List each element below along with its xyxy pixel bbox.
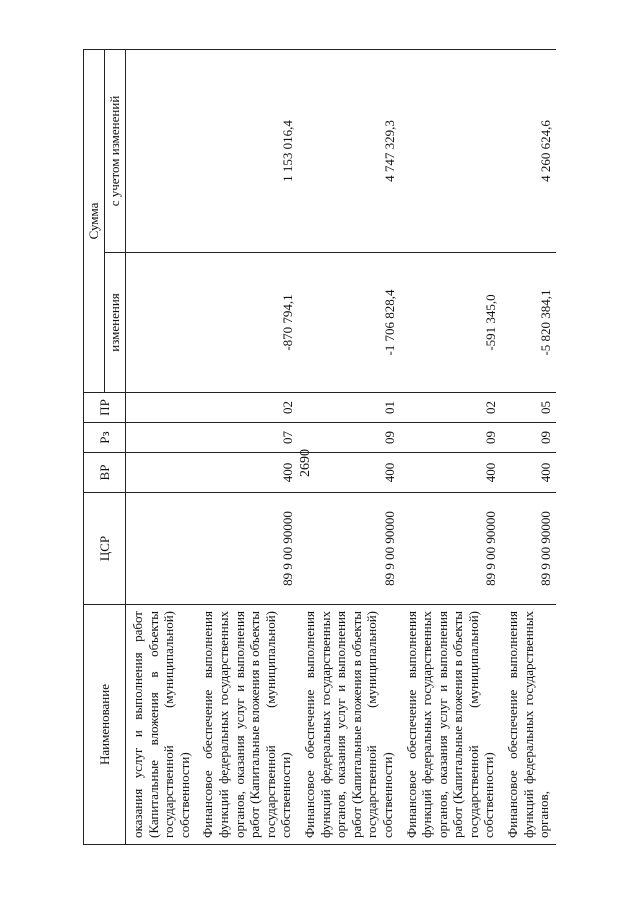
row-change: -1 706 828,4	[298, 253, 400, 393]
row-vr: 400	[501, 453, 556, 493]
row-name: Финансовое обеспечение выполнения функций федеральных государственных органов, оказания услуг и выполнения работ (Капитальные вложения в объекты государственной (муниципальной) собственности)	[196, 605, 298, 845]
header-rz: Рз	[84, 423, 126, 453]
table-row	[400, 50, 502, 845]
row-change: -591 345,0	[400, 253, 502, 393]
row-pr: 02	[400, 393, 502, 423]
header-pr: ПР	[84, 393, 126, 423]
row-pr: 01	[298, 393, 400, 423]
row-vr	[126, 453, 197, 493]
row-name: Финансовое обеспечение выполнения функций федеральных государственных органов, оказания услуг и выполнения работ (Капитальные вложения в объекты государственной (муниципальной) собственности)	[298, 605, 400, 845]
header-changes: изменения	[105, 253, 126, 393]
row-change: -5 820 384,1	[501, 253, 556, 393]
row-rz	[126, 423, 197, 453]
row-total	[400, 50, 502, 253]
row-pr	[126, 393, 197, 423]
row-csr: 89 9 00 90000	[298, 493, 400, 605]
row-rz: 09	[298, 423, 400, 453]
row-vr: 400	[196, 453, 298, 493]
row-vr: 400	[298, 453, 400, 493]
row-total: 1 153 016,4	[196, 50, 298, 253]
budget-table	[83, 49, 556, 845]
table-row	[126, 50, 197, 845]
row-name: Финансовое обеспечение выполнения функций федеральных государственных органов, оказания услуг и выполнения работ (Капитальные вложения в объекты государственной (муниципальной) собственности)	[400, 605, 502, 845]
row-total: 4 747 329,3	[298, 50, 400, 253]
row-csr	[126, 493, 197, 605]
row-rz: 07	[196, 423, 298, 453]
row-change: -870 794,1	[196, 253, 298, 393]
header-vr: ВР	[84, 453, 126, 493]
row-pr: 02	[196, 393, 298, 423]
table-row	[298, 50, 400, 845]
table-row	[196, 50, 298, 845]
header-csr: ЦСР	[84, 493, 126, 605]
row-pr: 05	[501, 393, 556, 423]
header-name: Наименование	[84, 605, 126, 845]
row-csr: 89 9 00 90000	[501, 493, 556, 605]
row-total	[126, 50, 197, 253]
row-name: Финансовое обеспечение выполнения функций федеральных государственных органов,	[501, 605, 556, 845]
row-rz: 09	[400, 423, 502, 453]
header-with-changes: с учетом изменений	[105, 50, 126, 253]
row-total: 4 260 624,6	[501, 50, 556, 253]
table-row	[501, 50, 556, 845]
row-csr: 89 9 00 90000	[400, 493, 502, 605]
row-change	[126, 253, 197, 393]
row-vr: 400	[400, 453, 502, 493]
row-csr: 89 9 00 90000	[196, 493, 298, 605]
header-sum: Сумма	[84, 50, 105, 393]
row-rz: 09	[501, 423, 556, 453]
page-number: 2690	[298, 449, 313, 477]
budget-table-sheet	[83, 50, 593, 845]
row-name: оказания услуг и выполнения работ (Капитальные вложения в объекты государственной (муниципальной) собственности)	[126, 605, 197, 845]
